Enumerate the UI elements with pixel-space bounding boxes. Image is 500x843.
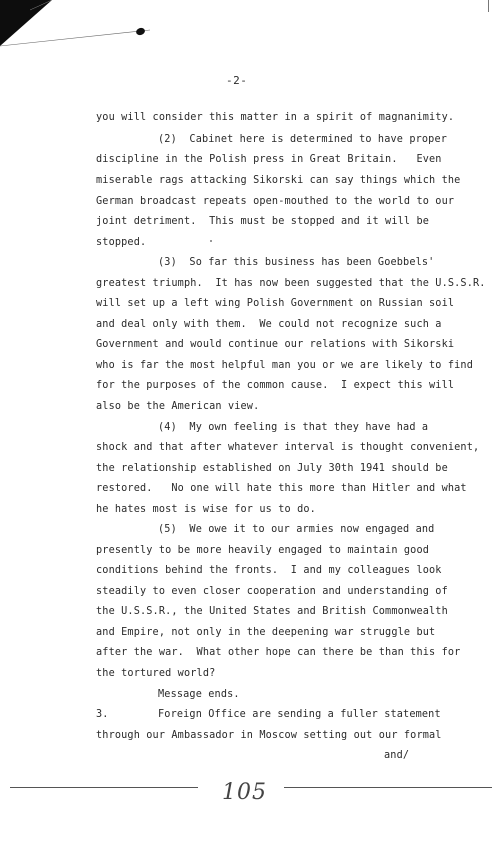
text-line-8: (3) So far this business has been Goebbels' xyxy=(158,257,435,268)
bottom-rule-left xyxy=(10,787,198,788)
text-line-9: greatest triumph. It has now been suggested that the U.S.S.R. xyxy=(96,278,486,289)
text-line-7: stopped. xyxy=(96,237,147,248)
text-line-15: also be the American view. xyxy=(96,401,260,412)
text-line-23: conditions behind the fronts. I and my colleagues look xyxy=(96,565,442,576)
text-line-27: after the war. What other hope can there be than this for xyxy=(96,647,461,658)
text-line-10: will set up a left wing Polish Government on Russian soil xyxy=(96,298,455,309)
item-number: 3. xyxy=(96,709,109,720)
text-line-22: presently to be more heavily engaged to maintain good xyxy=(96,545,430,556)
text-line-4: miserable rags attacking Sikorski can say things which the xyxy=(96,175,461,186)
text-line-29: Foreign Office are sending a fuller statement xyxy=(158,709,441,720)
page-number: -2- xyxy=(226,74,248,87)
text-line-28: the tortured world? xyxy=(96,668,216,679)
text-line-25: the U.S.S.R., the United States and British Commonwealth xyxy=(96,606,448,617)
text-line-17: shock and that after whatever interval is thought convenient, xyxy=(96,442,480,453)
text-line-19: restored. No one will hate this more than Hitler and what xyxy=(96,483,467,494)
text-line-12: Government and would continue our relations with Sikorski xyxy=(96,339,455,350)
text-line-3: discipline in the Polish press in Great Britain. Even xyxy=(96,154,442,165)
text-line-30: through our Ambassador in Moscow setting out our formal xyxy=(96,730,442,741)
text-line-6: joint detriment. This must be stopped and it will be xyxy=(96,216,430,227)
text-line-16: (4) My own feeling is that they have had a xyxy=(158,422,429,433)
stray-mark xyxy=(210,240,212,242)
text-line-14: for the purposes of the common cause. I expect this will xyxy=(96,380,455,391)
text-line-20: he hates most is wise for us to do. xyxy=(96,504,316,515)
continuation-catchword: and/ xyxy=(384,750,410,761)
text-line-18: the relationship established on July 30th 1941 should be xyxy=(96,463,448,474)
text-line-11: and deal only with them. We could not recognize such a xyxy=(96,319,442,330)
page-edge-mark xyxy=(488,0,489,12)
handwritten-folio-number: 105 xyxy=(222,780,267,805)
text-line-13: who is far the most helpful man you or we are likely to find xyxy=(96,360,474,371)
bottom-rule-right xyxy=(284,787,492,788)
text-line-5: German broadcast repeats open-mouthed to the world to our xyxy=(96,196,455,207)
text-line-2: (2) Cabinet here is determined to have proper xyxy=(158,134,448,145)
message-ends: Message ends. xyxy=(158,689,240,700)
text-line-26: and Empire, not only in the deepening war struggle but xyxy=(96,627,436,638)
text-line-21: (5) We owe it to our armies now engaged and xyxy=(158,524,435,535)
folded-corner xyxy=(0,0,150,60)
text-line-24: steadily to even closer cooperation and understanding of xyxy=(96,586,448,597)
text-line-1: you will consider this matter in a spirit of magnanimity. xyxy=(96,112,455,123)
